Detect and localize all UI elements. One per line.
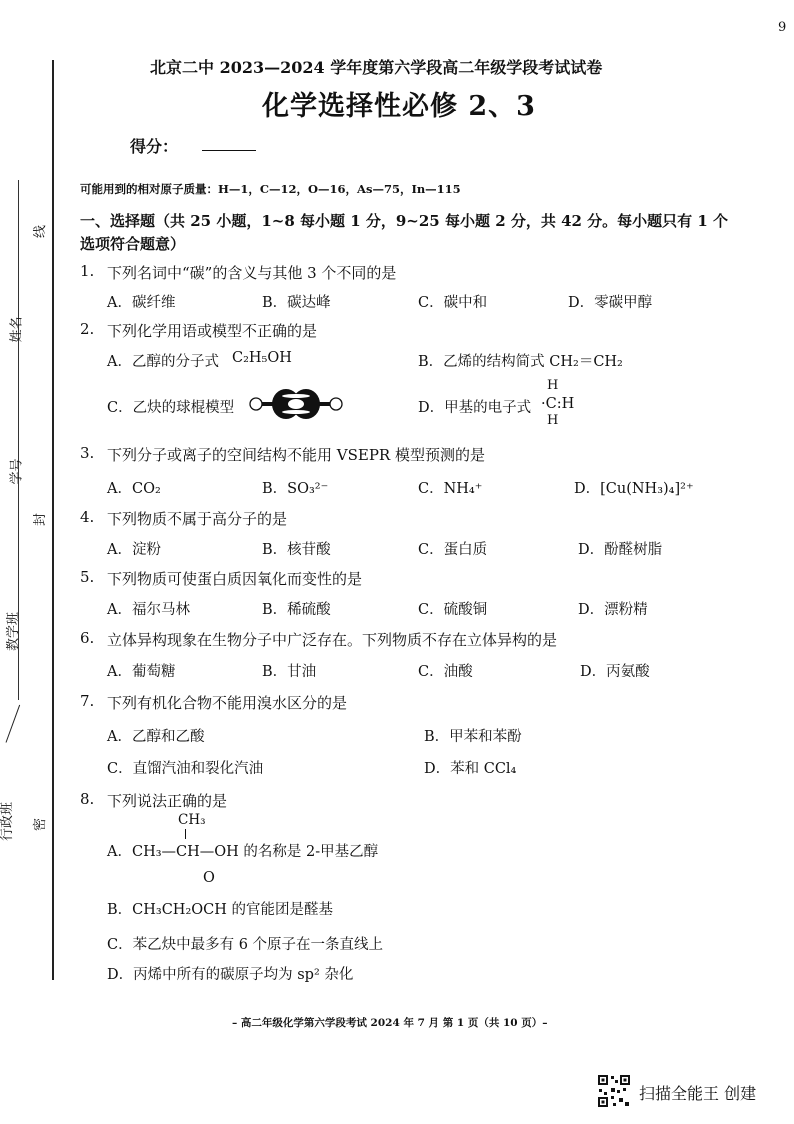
option[interactable]: C．苯乙炔中最多有 6 个原子在一条直线上: [107, 937, 384, 953]
ch3-substituent: CH₃: [178, 812, 206, 828]
option[interactable]: A．乙醇的分子式: [107, 354, 219, 370]
qr-code-icon: [597, 1074, 631, 1108]
question-number: 4.: [80, 508, 95, 526]
acetylene-ball-stick-model: [246, 386, 344, 422]
margin-label-admin-class: 行政班: [0, 801, 16, 842]
question-stem: 下列说法正确的是: [107, 792, 228, 810]
question-number: 1.: [80, 262, 95, 280]
option[interactable]: C．直馏汽油和裂化汽油: [107, 761, 264, 777]
option[interactable]: A．福尔马林: [107, 602, 190, 618]
lewis-h-top: H: [547, 378, 559, 393]
option[interactable]: C．乙炔的球棍模型: [107, 400, 235, 416]
scanner-watermark: 扫描全能王 创建: [639, 1084, 757, 1103]
option[interactable]: A．葡萄糖: [107, 664, 176, 680]
option[interactable]: D．苯和 CCl₄: [424, 761, 517, 777]
page-footer: – 高二年级化学第六学段考试 2024 年 7 月 第 1 页（共 10 页）–: [232, 1017, 548, 1029]
question-number: 7.: [80, 692, 95, 710]
question-stem: 下列分子或离子的空间结构不能用 VSEPR 模型预测的是: [107, 446, 485, 464]
option[interactable]: D．甲基的电子式: [418, 400, 532, 416]
option[interactable]: D．漂粉精: [578, 602, 648, 618]
lewis-c-h: ·C:H: [541, 396, 575, 412]
option[interactable]: A．碳纤维: [107, 295, 176, 311]
option[interactable]: A．乙醇和乙酸: [107, 729, 205, 745]
option[interactable]: B．CH₃CH₂OCH 的官能团是醛基: [107, 902, 333, 918]
option[interactable]: D．[Cu(NH₃)₄]²⁺: [574, 481, 694, 497]
option[interactable]: B．SO₃²⁻: [262, 481, 329, 497]
option[interactable]: B．稀硫酸: [262, 602, 331, 618]
score-blank[interactable]: [202, 150, 256, 151]
option[interactable]: C．油酸: [418, 664, 473, 680]
option[interactable]: C．硫酸铜: [418, 602, 488, 618]
question-number: 8.: [80, 790, 95, 808]
option[interactable]: D．酚醛树脂: [578, 542, 663, 558]
option[interactable]: A．淀粉: [107, 542, 161, 558]
formula: C₂H₅OH: [232, 350, 292, 366]
score-label: 得分：: [130, 137, 179, 156]
question-stem: 下列物质不属于高分子的是: [107, 510, 288, 528]
option[interactable]: A．CO₂: [107, 481, 161, 497]
question-stem: 下列有机化合物不能用溴水区分的是: [107, 694, 348, 712]
margin-label-mi: 密: [33, 817, 49, 832]
exam-header: 北京二中 2023—2024 学年度第六学段高二年级学段考试试卷: [150, 58, 603, 77]
binding-line: [52, 60, 54, 980]
option[interactable]: B．碳达峰: [262, 295, 331, 311]
margin-label-teaching-class: 教学班: [6, 611, 22, 652]
margin-label-student-id: 学号: [9, 458, 25, 485]
margin-label-xian: 线: [33, 224, 49, 239]
page-number: 9: [778, 20, 787, 35]
question-stem: 下列物质可使蛋白质因氧化而变性的是: [107, 570, 363, 588]
question-number: 6.: [80, 629, 95, 647]
atomic-masses: 可能用到的相对原子质量：H—1，C—12，O—16，As—75，In—115: [80, 182, 461, 196]
option[interactable]: C．蛋白质: [418, 542, 488, 558]
option[interactable]: C．NH₄⁺: [418, 481, 483, 497]
bond-line: [185, 829, 186, 839]
oxygen-label: O: [203, 870, 215, 886]
option[interactable]: D．丙烯中所有的碳原子均为 sp² 杂化: [107, 967, 354, 983]
question-stem: 下列化学用语或模型不正确的是: [107, 322, 318, 340]
question-number: 2.: [80, 320, 95, 338]
section-title: 一、选择题（共 25 小题，1~8 每小题 1 分，9~25 每小题 2 分，共 42 分。每小题只有 1 个选项符合题意）: [80, 212, 729, 253]
option[interactable]: B．甘油: [262, 664, 317, 680]
option[interactable]: B．甲苯和苯酚: [424, 729, 522, 745]
margin-label-name: 姓名: [9, 316, 25, 343]
question-number: 3.: [80, 444, 95, 462]
option[interactable]: A．CH₃—CH—OH 的名称是 2-甲基乙醇: [107, 844, 379, 860]
exam-subject-title: 化学选择性必修 2、3: [262, 91, 536, 122]
margin-label-feng: 封: [33, 512, 49, 527]
question-number: 5.: [80, 568, 95, 586]
lewis-h-bottom: H: [547, 413, 559, 428]
margin-slash: [6, 705, 21, 743]
option[interactable]: D．丙氨酸: [580, 664, 650, 680]
question-stem: 下列名词中“碳”的含义与其他 3 个不同的是: [107, 264, 397, 282]
question-stem: 立体异构现象在生物分子中广泛存在。下列物质不存在立体异构的是: [107, 631, 558, 649]
option[interactable]: B．乙烯的结构简式 CH₂＝CH₂: [418, 354, 623, 370]
option[interactable]: C．碳中和: [418, 295, 488, 311]
option[interactable]: D．零碳甲醇: [568, 295, 653, 311]
option[interactable]: B．核苷酸: [262, 542, 331, 558]
